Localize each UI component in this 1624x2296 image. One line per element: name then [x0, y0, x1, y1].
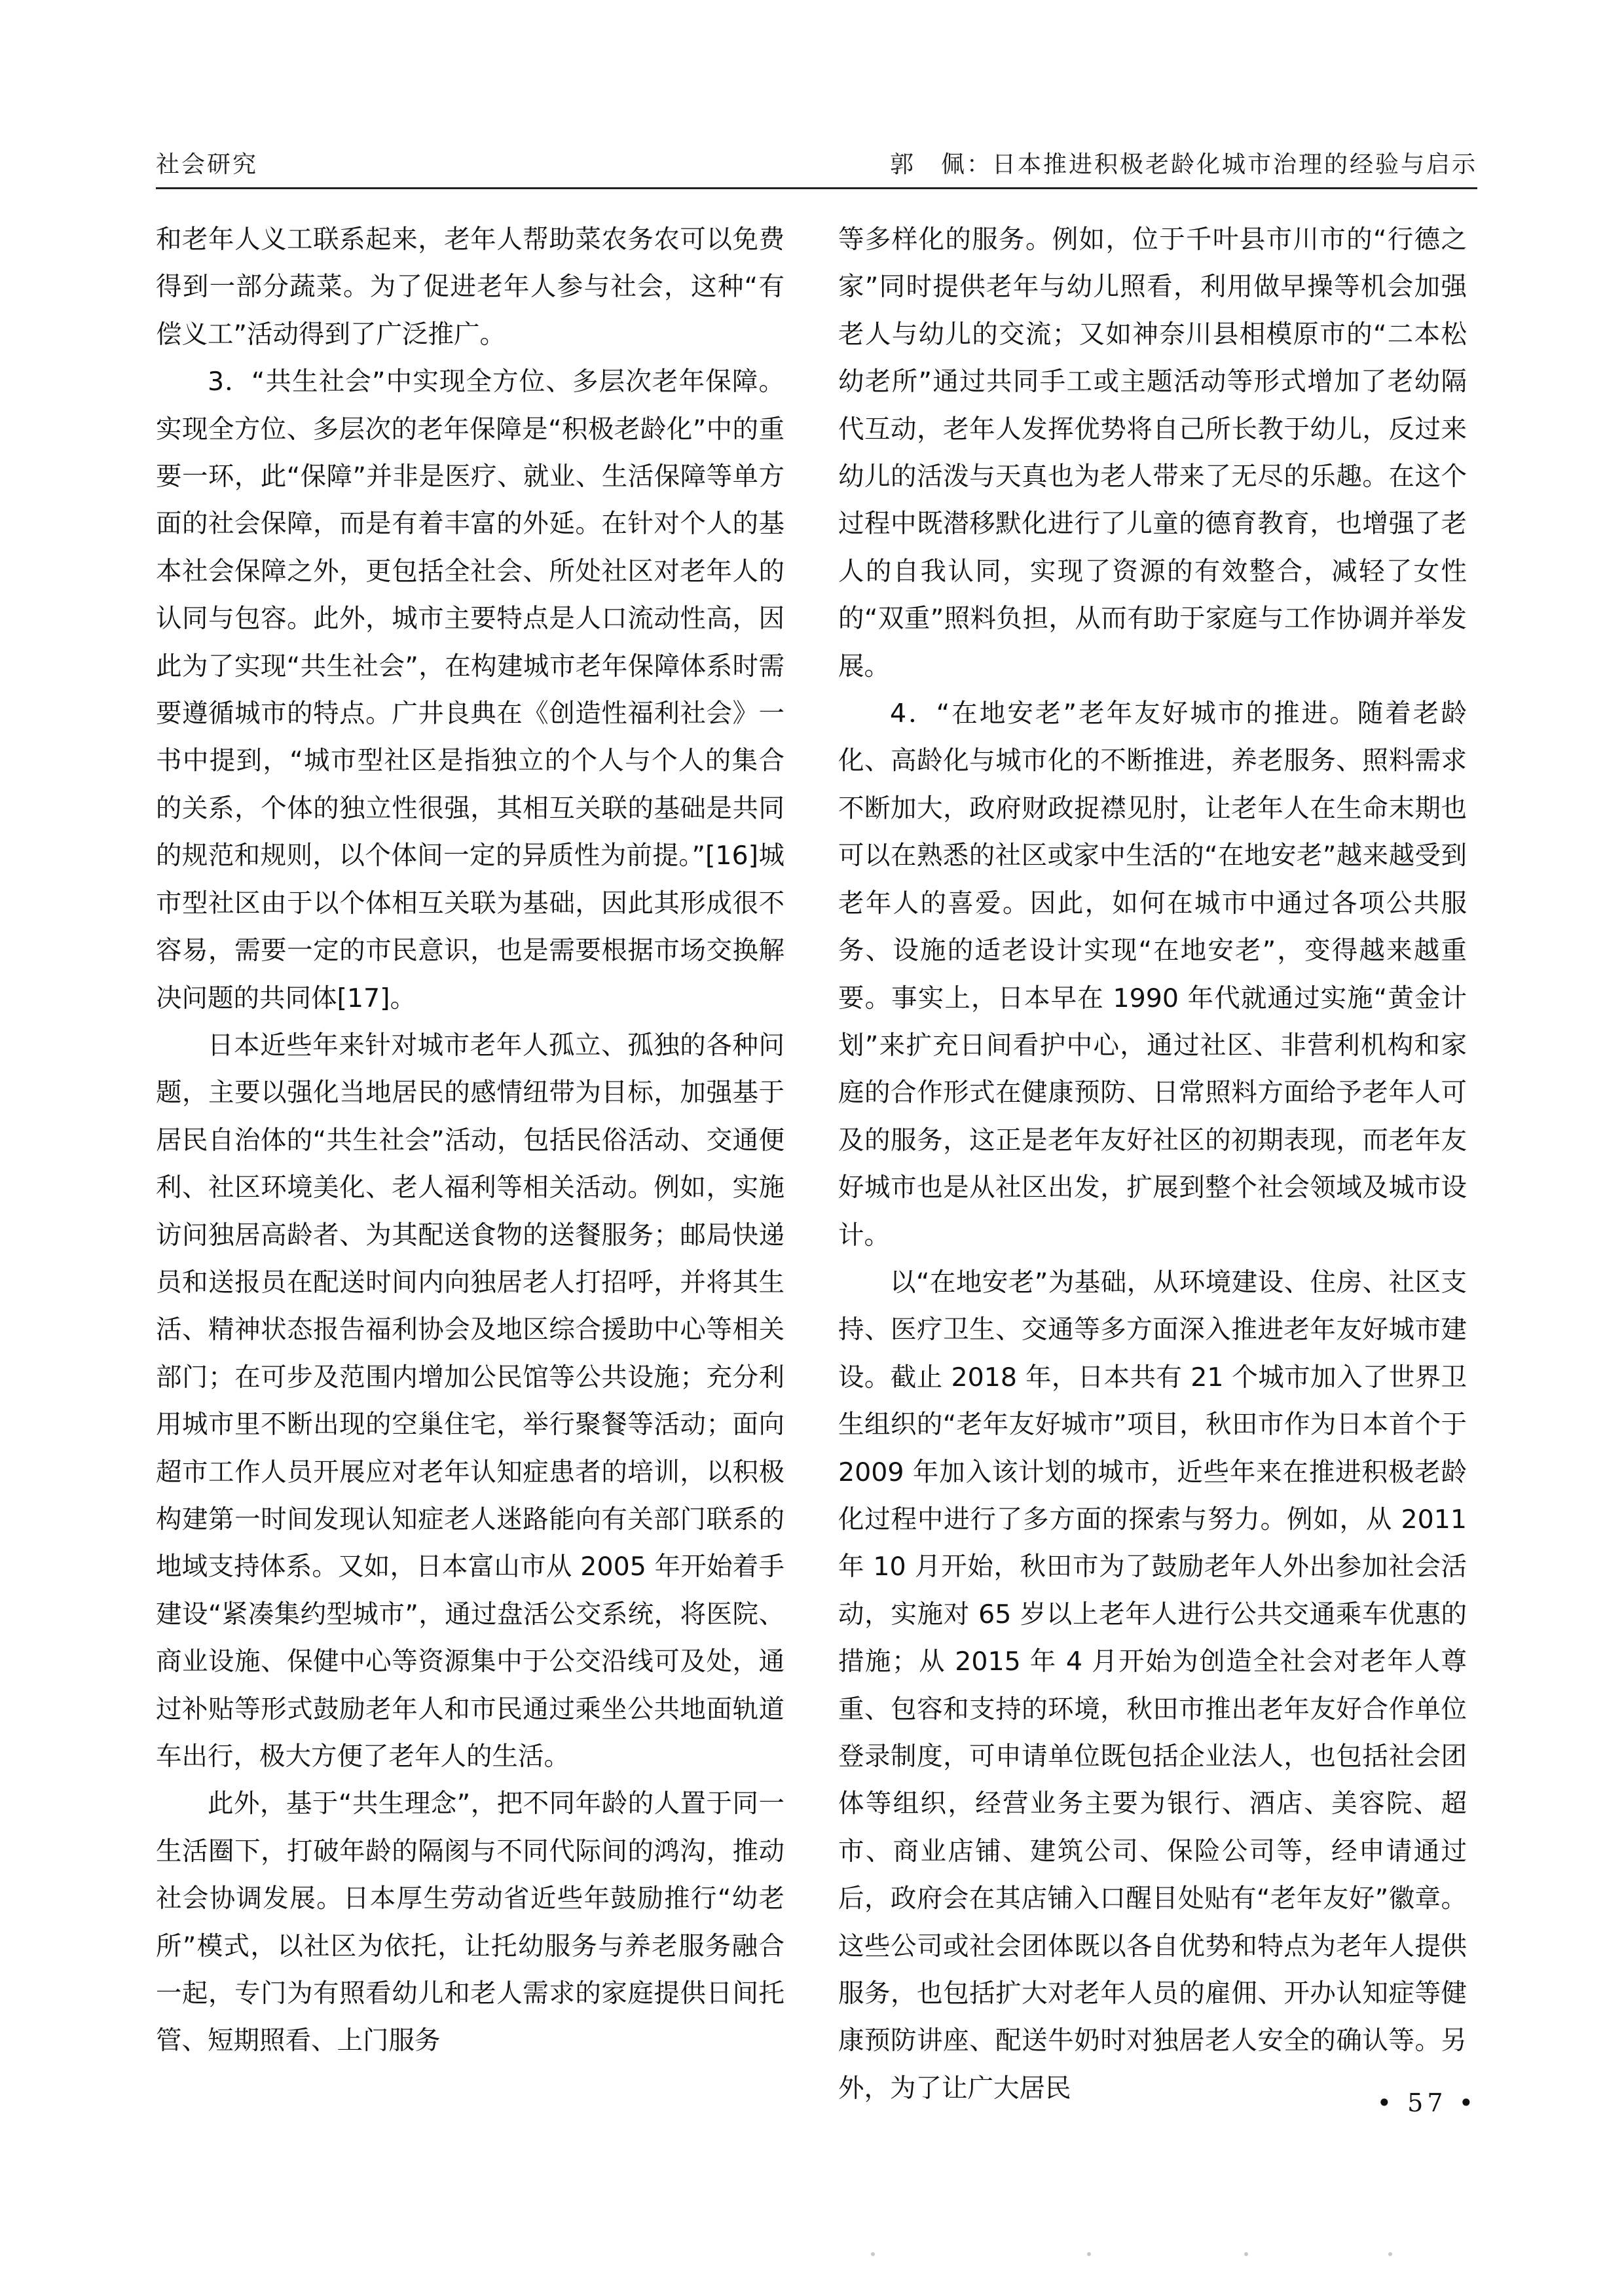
- paragraph: 和老年人义工联系起来，老年人帮助菜农务农可以免费得到一部分蔬菜。为了促进老年人参与社会，这种“有偿义工”活动得到了广泛推广。: [156, 225, 784, 350]
- article-title-header: 郭 佩：日本推进积极老龄化城市治理的经验与启示: [889, 151, 1477, 178]
- scan-speck: [1388, 2252, 1392, 2256]
- scan-speck: [1244, 2252, 1248, 2256]
- paragraph: 此外，基于“共生理念”，把不同年龄的人置于同一生活圈下，打破年龄的隔阂与不同代际间的鸿沟，推动社会协调发展。日本厚生劳动省近些年鼓励推行“幼老所”模式，以社区为依托，让托幼服务与养老服务融合一起，专门为有照看幼儿和老人需求的家庭提供日间托管、短期照看、上门服务: [156, 1789, 784, 2056]
- paragraph: 4．“在地安老”老年友好城市的推进。随着老龄化、高龄化与城市化的不断推进，养老服务、照料需求不断加大，政府财政捉襟见肘，让老年人在生命末期也可以在熟悉的社区或家中生活的“在地安老”越来越受到老年人的喜爱。因此，如何在城市中通过各项公共服务、设施的适老设计实现“在地安老”，变得越来越重要。事实上，日本早在 1990 年代就通过实施“黄金计划”来扩充日间看护中心，通过社区、非营利机构和家庭的合作形式在健康预防、日常照料方面给予老年人可及的服务，这正是老年友好社区的初期表现，而老年友好城市也是从社区出发，扩展到整个社会领域及城市设计。: [838, 699, 1467, 1250]
- paragraph: 3．“共生社会”中实现全方位、多层次老年保障。实现全方位、多层次的老年保障是“积极老龄化”中的重要一环，此“保障”并非是医疗、就业、生活保障等单方面的社会保障，而是有着丰富的外延。在针对个人的基本社会保障之外，更包括全社会、所处社区对老年人的认同与包容。此外，城市主要特点是人口流动性高，因此为了实现“共生社会”，在构建城市老年保障体系时需要遵循城市的特点。广井良典在《创造性福利社会》一书中提到，“城市型社区是指独立的个人与个人的集合的关系，个体的独立性很强，其相互关联的基础是共同的规范和规则，以个体间一定的异质性为前提。”[16]城市型社区由于以个体相互关联为基础，因此其形成很不容易，需要一定的市民意识，也是需要根据市场交换解决问题的共同体[17]。: [156, 367, 784, 1013]
- scan-speck: [1087, 2252, 1091, 2256]
- scan-speck: [871, 2252, 875, 2256]
- running-header: [156, 145, 1477, 185]
- page-number: • 57 •: [1376, 2088, 1477, 2117]
- journal-name: 社会研究: [156, 151, 259, 178]
- left-column: [156, 216, 784, 2065]
- paragraph: 等多样化的服务。例如，位于千叶县市川市的“行德之家”同时提供老年与幼儿照看，利用做早操等机会加强老人与幼儿的交流；又如神奈川县相模原市的“二本松幼老所”通过共同手工或主题活动等形式增加了老幼隔代互动，老年人发挥优势将自己所长教于幼儿，反过来幼儿的活泼与天真也为老人带来了无尽的乐趣。在这个过程中既潜移默化进行了儿童的德育教育，也增强了老人的自我认同，实现了资源的有效整合，减轻了女性的“双重”照料负担，从而有助于家庭与工作协调并举发展。: [838, 225, 1467, 682]
- paragraph: 日本近些年来针对城市老年人孤立、孤独的各种问题，主要以强化当地居民的感情纽带为目标，加强基于居民自治体的“共生社会”活动，包括民俗活动、交通便利、社区环境美化、老人福利等相关活动。例如，实施访问独居高龄者、为其配送食物的送餐服务；邮局快递员和送报员在配送时间内向独居老人打招呼，并将其生活、精神状态报告福利协会及地区综合援助中心等相关部门；在可步及范围内增加公民馆等公共设施；充分利用城市里不断出现的空巢住宅，举行聚餐等活动；面向超市工作人员开展应对老年认知症患者的培训，以积极构建第一时间发现认知症老人迷路能向有关部门联系的地域支持体系。又如，日本富山市从 2005 年开始着手建设“紧凑集约型城市”，通过盘活公交系统，将医院、商业设施、保健中心等资源集中于公交沿线可及处，通过补贴等形式鼓励老年人和市民通过乘坐公共地面轨道车出行，极大方便了老年人的生活。: [156, 1030, 784, 1772]
- header-rule: [156, 187, 1477, 189]
- right-column: [838, 216, 1467, 2112]
- paragraph: 以“在地安老”为基础，从环境建设、住房、社区支持、医疗卫生、交通等多方面深入推进老年友好城市建设。截止 2018 年，日本共有 21 个城市加入了世界卫生组织的“老年友好城市”项目，秋田市作为日本首个于 2009 年加入该计划的城市，近些年来在推进积极老龄化过程中进行了多方面的探索与努力。例如，从 2011 年 10 月开始，秋田市为了鼓励老年人外出参加社会活动，实施对 65 岁以上老年人进行公共交通乘车优惠的措施；从 2015 年 4 月开始为创造全社会对老年人尊重、包容和支持的环境，秋田市推出老年友好合作单位登录制度，可申请单位既包括企业法人，也包括社会团体等组织，经营业务主要为银行、酒店、美容院、超市、商业店铺、建筑公司、保险公司等，经申请通过后，政府会在其店铺入口醒目处贴有“老年友好”徽章。这些公司或社会团体既以各自优势和特点为老年人提供服务，也包括扩大对老年人员的雇佣、开办认知症等健康预防讲座、配送牛奶时对独居老人安全的确认等。另外，为了让广大居民: [838, 1267, 1467, 2104]
